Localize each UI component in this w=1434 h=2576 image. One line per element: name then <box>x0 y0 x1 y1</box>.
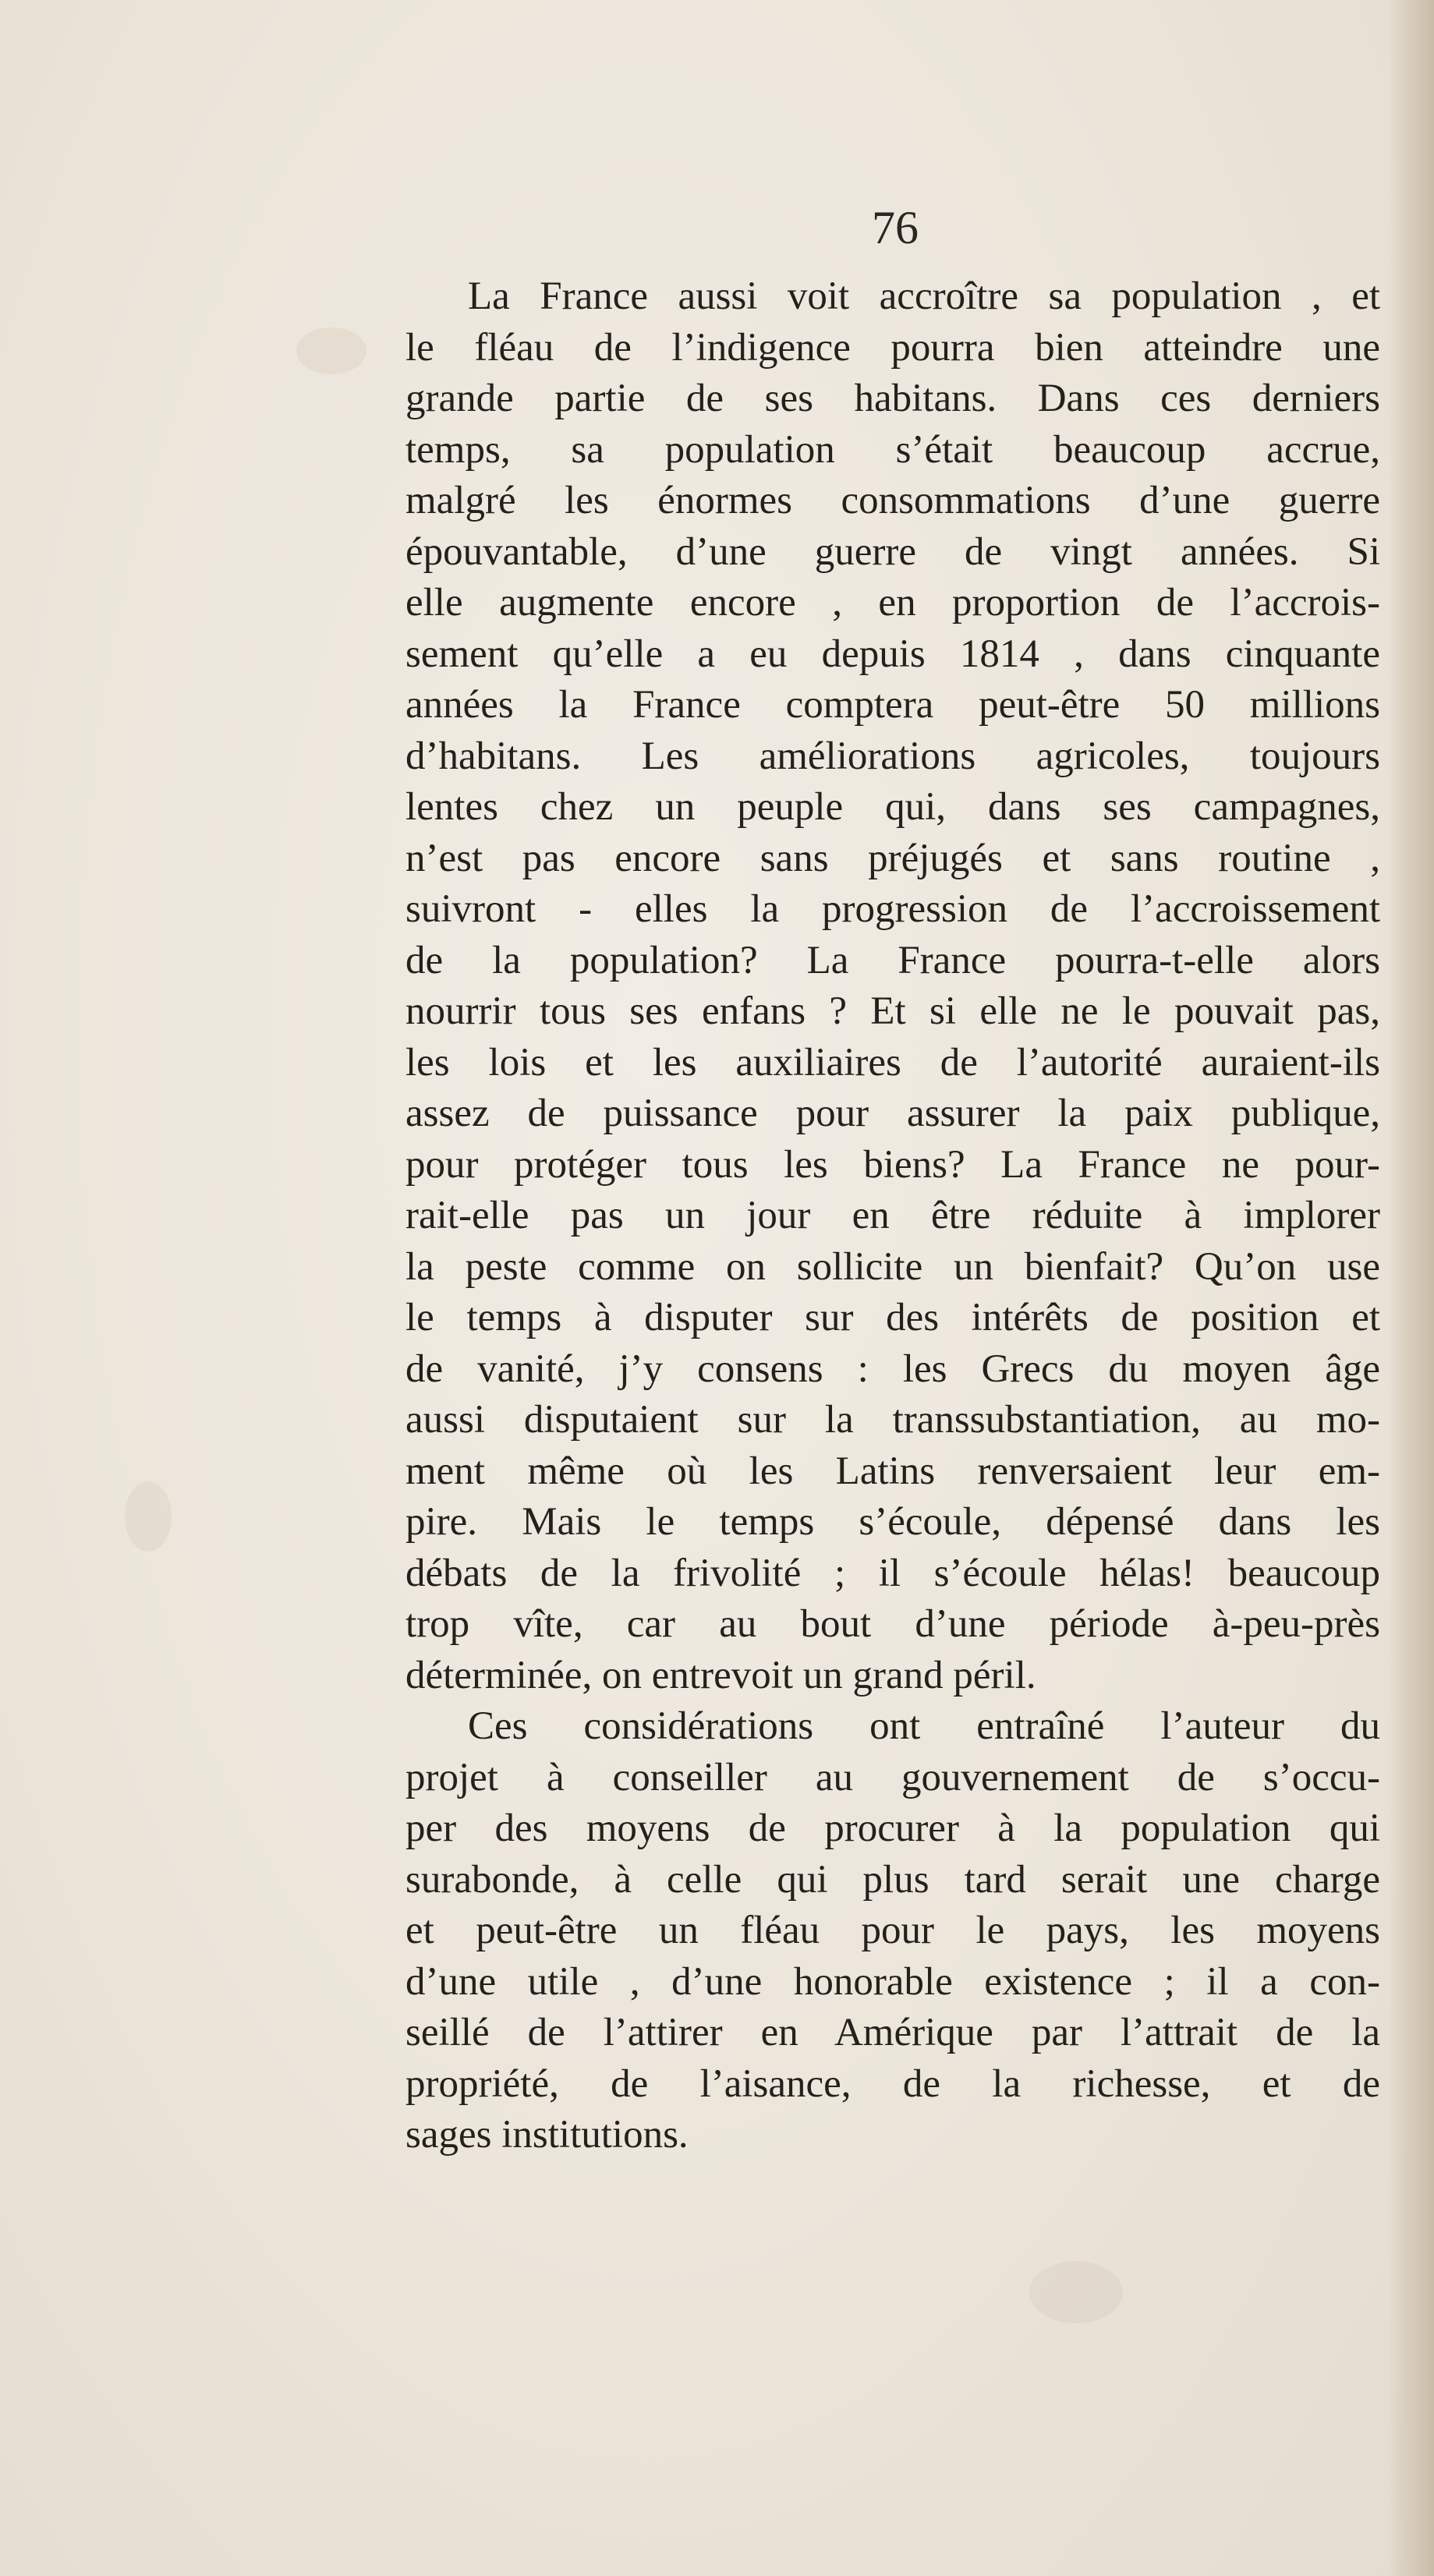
text-line: Ces considérations ont entraîné l’auteur du <box>468 1704 1380 1748</box>
paper-stain <box>296 327 366 374</box>
text-line: sement qu’elle a eu depuis 1814 , dans cinquante <box>405 632 1380 676</box>
text-line: grande partie de ses habitans. Dans ces derniers <box>405 377 1380 420</box>
text-line: per des moyens de procurer à la population qui <box>405 1806 1380 1850</box>
text-line: suivront - elles la progression de l’accroissement <box>405 887 1380 931</box>
page-edge-shadow <box>1387 0 1434 2576</box>
text-line: La France aussi voit accroître sa population , et <box>468 274 1380 318</box>
text-line: le fléau de l’indigence pourra bien atteindre une <box>405 325 1380 370</box>
text-line: n’est pas encore sans préjugés et sans routine , <box>405 836 1380 880</box>
text-line: lentes chez un peuple qui, dans ses campagnes, <box>405 785 1380 829</box>
text-line: pour protéger tous les biens? La France ne pour- <box>405 1142 1380 1187</box>
text-line: la peste comme on sollicite un bienfait? Qu’on use <box>405 1244 1380 1289</box>
text-line: années la France comptera peut-être 50 millions <box>405 683 1380 727</box>
text-line: aussi disputaient sur la transsubstantiation, au mo- <box>405 1398 1380 1442</box>
text-line: sages institutions. <box>405 2113 689 2157</box>
text-line: elle augmente encore , en proportion de l’accrois- <box>405 581 1380 625</box>
text-line: propriété, de l’aisance, de la richesse, et de <box>405 2061 1380 2106</box>
text-line: d’habitans. Les améliorations agricoles, toujours <box>405 734 1380 778</box>
text-line: seillé de l’attirer en Amérique par l’attrait de la <box>405 2011 1380 2054</box>
text-line: déterminée, on entrevoit un grand péril. <box>405 1653 1036 1697</box>
text-line: trop vîte, car au bout d’une période à-peu-près <box>405 1602 1380 1646</box>
text-line: pire. Mais le temps s’écoule, dépensé dans les <box>405 1500 1380 1544</box>
paragraph-2 <box>405 1701 1380 2161</box>
text-line: ment même où les Latins renversaient leur em- <box>405 1449 1380 1493</box>
text-line: rait-elle pas un jour en être réduite à implorer <box>405 1194 1380 1237</box>
text-line: et peut-être un fléau pour le pays, les moyens <box>405 1909 1380 1952</box>
text-line: le temps à disputer sur des intérêts de position et <box>405 1296 1380 1339</box>
text-line: malgré les énormes consommations d’une guerre <box>405 479 1380 522</box>
text-line: de la population? La France pourra-t-elle alors <box>405 938 1380 982</box>
page-number: 76 <box>872 202 919 253</box>
text-line: d’une utile , d’une honorable existence ; il a con- <box>405 1959 1380 2004</box>
body-text <box>405 271 1380 2161</box>
text-line: les lois et les auxiliaires de l’autorité auraient-ils <box>405 1040 1380 1085</box>
paper-stain <box>1029 2261 1123 2323</box>
paper-stain <box>125 1481 172 1552</box>
text-line: projet à conseiller au gouvernement de s’occu- <box>405 1755 1380 1799</box>
text-line: épouvantable, d’une guerre de vingt années. Si <box>405 529 1380 574</box>
text-line: de vanité, j’y consens : les Grecs du moyen âge <box>405 1346 1380 1391</box>
text-line: temps, sa population s’était beaucoup accrue, <box>405 427 1380 472</box>
text-line: nourrir tous ses enfans ? Et si elle ne le pouvait pas, <box>405 989 1380 1033</box>
text-line: débats de la frivolité ; il s’écoule hélas! beaucoup <box>405 1551 1380 1595</box>
text-line: surabonde, à celle qui plus tard serait une charge <box>405 1857 1380 1902</box>
text-line: assez de puissance pour assurer la paix publique, <box>405 1092 1380 1135</box>
paragraph-1 <box>405 271 1380 1701</box>
